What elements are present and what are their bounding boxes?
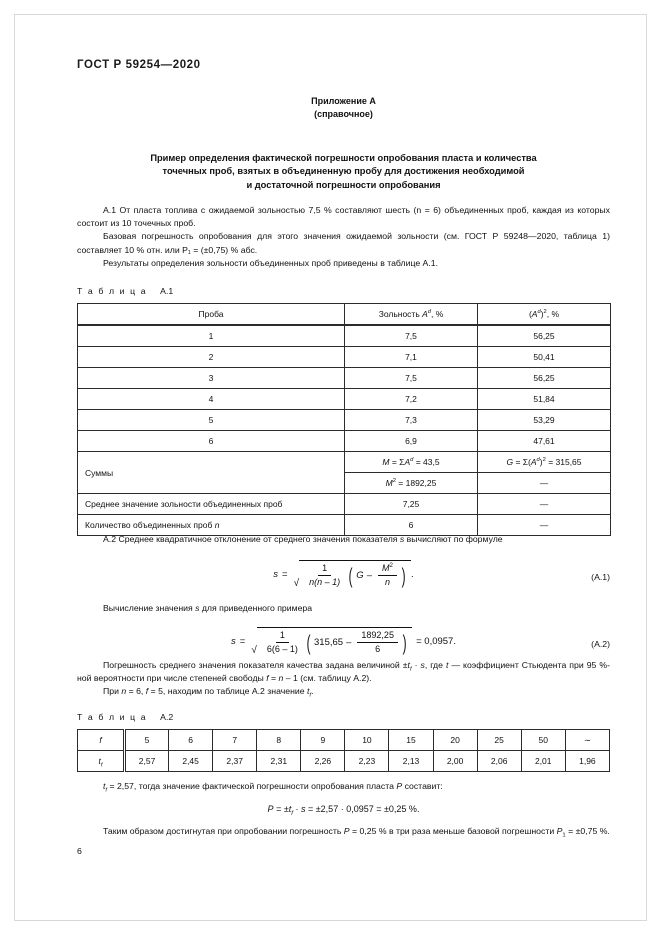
section-conclusion (77, 780, 610, 838)
cell-ash: 7,3 (345, 410, 478, 431)
table-a1-caption-prefix: Т а б л и ц а (77, 286, 148, 296)
count-label-prefix: Количество объединенных проб (85, 520, 215, 530)
paragraph-a2-intro (77, 533, 610, 546)
example-intro-prefix: Вычисление значения (103, 603, 196, 613)
formula-p-symbol: P (267, 804, 274, 815)
table-a2-row-f (78, 730, 610, 751)
g-pow: 2 (542, 457, 546, 464)
student-p2-a: При (103, 686, 122, 697)
a2-intro-suffix: вычисляют по формуле (404, 534, 503, 544)
table-a2-label-t (78, 751, 125, 772)
radical-icon: √ (251, 645, 257, 657)
table-row (78, 325, 611, 347)
cell-f-value: 25 (477, 730, 521, 751)
conclusion-P: P (396, 781, 403, 791)
formula-a1-inner-num (378, 563, 397, 576)
cell-sample: 1 (78, 325, 345, 347)
student-p1-a: Погрешность среднего значения показателя качества задана величиной ± (103, 660, 408, 670)
cell-ash: 7,2 (345, 389, 478, 410)
table-a2-caption-prefix: Т а б л и ц а (77, 712, 148, 722)
table-a1-header-row (78, 304, 611, 326)
count-label-symbol: n (214, 520, 220, 530)
cell-square: 50,41 (478, 347, 611, 368)
title-line-2: точечных проб, взятых в объединенную пробу для достижения необходимой (162, 166, 525, 177)
sq-header-suffix: , % (546, 309, 560, 319)
cell-square: 47,61 (478, 431, 611, 452)
formula-a1-M: M (381, 563, 390, 574)
cell-t-value: 2,23 (345, 751, 389, 772)
m2-value: = 1892,25 (395, 478, 437, 488)
table-a2 (77, 729, 610, 772)
appendix-heading (77, 95, 610, 121)
formula-a1-inner-den: n (384, 577, 390, 588)
cell-sample: 4 (78, 389, 345, 410)
g-close: ) (539, 457, 543, 467)
sq-header-sup: d (537, 309, 541, 316)
cell-ash: 7,1 (345, 347, 478, 368)
table-row-mean (78, 494, 611, 515)
student-p1-c: , где (424, 660, 446, 670)
formula-a1-lhs: s (273, 569, 279, 581)
paragraph-example-intro (77, 602, 610, 615)
student-p1-d: — коэффициент Стьюдента при 95 %-ной вероятности при числе степеней свободы (77, 660, 610, 684)
right-paren-icon: ) (402, 630, 407, 655)
formula-a2-inner-den: 6 (375, 644, 381, 655)
sq-header-close: ) (540, 309, 544, 319)
table-a1-caption-number: А.1 (160, 286, 174, 296)
table-a2-row-t (78, 751, 610, 772)
cell-f-value: 9 (301, 730, 345, 751)
title-line-1: Пример определения фактической погрешности опробования пласта и количества (150, 153, 537, 163)
ash-header-sup: d (427, 309, 432, 316)
formula-p-dot: · (292, 804, 301, 815)
cell-square: 56,25 (478, 325, 611, 347)
cell-f-value: 10 (345, 730, 389, 751)
conclusion-p2-b: = 0,25 % в три раза меньше базовой погрешности (349, 826, 557, 837)
table-a2-caption (77, 712, 173, 722)
example-intro-symbol: s (195, 603, 200, 613)
formula-a1-equals: = (282, 569, 288, 581)
conclusion-p2-a: Таким образом достигнутая при опробовании погрешность (103, 826, 344, 837)
formula-a1-frac-den (305, 576, 344, 588)
g-symbol: G (506, 457, 514, 467)
formula-a2-frac-den: 6(6 – 1) (266, 644, 298, 655)
appendix-label: Приложение А (311, 96, 376, 106)
student-p1-tsub: f (409, 666, 412, 673)
table-a2-label-t-sub: f (100, 762, 103, 769)
page-title (77, 152, 610, 192)
ash-header-suffix: , % (431, 309, 444, 319)
section-student-coefficient (77, 659, 610, 699)
student-p1-f: f (266, 673, 269, 684)
table-row (78, 347, 611, 368)
sq-header-open: ( (528, 309, 532, 319)
formula-a1-n-minus-1: (n – 1) (314, 577, 341, 588)
formula-a2-sqrt (251, 627, 412, 656)
student-p1-t2: t (445, 660, 449, 670)
section-a1 (77, 204, 610, 270)
table-row (78, 389, 611, 410)
cell-sample: 2 (78, 347, 345, 368)
cell-t-value: 2,57 (125, 751, 169, 772)
cell-f-value: 20 (433, 730, 477, 751)
m-a-sup: d (410, 457, 414, 464)
cell-t-value: 2,37 (213, 751, 257, 772)
conclusion-p1-a: = 2,57, тогда значение фактической погрешности опробования пласта (107, 781, 397, 791)
conclusion-t: t (103, 781, 106, 791)
formula-a2-result: = 0,0957. (416, 636, 456, 648)
paragraph-a1-3 (77, 257, 610, 270)
cell-t-value: 2,45 (169, 751, 213, 772)
table-a2-label-t-symbol: t (98, 756, 101, 766)
table-a1 (77, 303, 610, 536)
formula-a2-equals: = (239, 636, 246, 648)
right-paren-icon: ) (401, 563, 406, 588)
cell-f-value: 6 (169, 730, 213, 751)
formula-a1-frac-num: 1 (318, 563, 331, 576)
a2-intro-symbol: s (399, 534, 405, 544)
student-p2-f: f (145, 686, 149, 697)
left-paren-icon: ( (348, 563, 353, 588)
cell-t-value: 2,26 (301, 751, 345, 772)
cell-ash: 6,9 (345, 431, 478, 452)
formula-a2-lhs: s (231, 636, 236, 648)
cell-ash: 7,5 (345, 368, 478, 389)
formula-a1-M-pow: 2 (389, 562, 393, 570)
formula-a2-inner-fraction (357, 630, 398, 655)
student-p2-b: = 6, (126, 686, 146, 697)
table-a2-caption-number: А.2 (160, 712, 174, 722)
formula-p-tsub: f (291, 810, 293, 817)
example-intro-suffix: для приведенного примера (199, 603, 313, 613)
cell-ash: 7,5 (345, 325, 478, 347)
student-p1-s: s (420, 660, 425, 670)
cell-m-sum (345, 452, 478, 473)
cell-mean-label: Среднее значение зольности объединенных проб (78, 494, 345, 515)
formula-a1 (77, 560, 610, 594)
table-a1-header-sample: Проба (78, 304, 345, 326)
cell-t-value: 2,13 (389, 751, 433, 772)
cell-t-value: 2,00 (433, 751, 477, 772)
paragraph-a1-3-text: Результаты определения зольности объединенных проб приведены в таблице А.1. (103, 257, 439, 268)
cell-square: 51,84 (478, 389, 611, 410)
formula-a2-outer-fraction (263, 630, 302, 655)
formula-a2 (77, 627, 610, 661)
formula-a1-inner-fraction (378, 563, 397, 588)
m2-symbol: M (385, 478, 393, 488)
conclusion-tsub: f (105, 787, 108, 794)
student-p2-n: n (121, 686, 127, 697)
formula-p-value: = ±2,57 · 0,0957 = ±0,25 %. (305, 804, 420, 815)
table-row-sums-1 (78, 452, 611, 473)
paragraph-conclusion-2 (77, 825, 610, 838)
cell-t-value: 2,31 (257, 751, 301, 772)
cell-sample: 3 (78, 368, 345, 389)
cell-square: 56,25 (478, 368, 611, 389)
cell-sums-label: Суммы (78, 452, 345, 494)
conclusion-p2-P1: P (556, 826, 563, 837)
page-number: 6 (77, 846, 82, 856)
formula-a1-minus: – (366, 570, 372, 582)
cell-count-value: 6 (345, 515, 478, 536)
student-p1-g: – 1 (см. таблицу А.2). (283, 673, 372, 684)
cell-f-value: 5 (125, 730, 169, 751)
formula-p-result (77, 804, 610, 817)
cell-t-value: 2,01 (521, 751, 565, 772)
conclusion-p2-c: = ±0,75 %. (565, 826, 610, 837)
paragraph-a1-2 (77, 230, 610, 256)
paragraph-conclusion-1 (77, 780, 610, 793)
student-p1-b: · (411, 660, 421, 670)
cell-t-value: 2,06 (477, 751, 521, 772)
table-row (78, 410, 611, 431)
paragraph-a1-1 (77, 204, 610, 230)
conclusion-p1-b: составит: (402, 781, 443, 791)
table-a1-body (78, 325, 611, 536)
sq-header-symbol: A (531, 309, 538, 319)
table-a1-header-square (478, 304, 611, 326)
cell-mean-value: 7,25 (345, 494, 478, 515)
appendix-kind: (справочное) (314, 109, 373, 119)
left-paren-icon: ( (306, 630, 311, 655)
paragraph-a1-2-text: Базовая погрешность опробования для этого значения ожидаемой зольности (см. ГОСТ Р 59248—2020, таблица 1) составляет 10 % отн. или P₁ = (±0,75) % абс. (77, 231, 610, 255)
cell-f-value: 7 (213, 730, 257, 751)
cell-dash: — (478, 515, 611, 536)
formula-a1-number: (А.1) (591, 572, 610, 583)
formula-a2-G-value: 315,65 (314, 637, 344, 649)
ash-header-prefix: Зольность (378, 309, 423, 319)
formula-p-eq: = ± (273, 804, 289, 815)
cell-m2 (345, 473, 478, 494)
student-p2-t: t (306, 686, 310, 697)
standard-number-header: ГОСТ Р 59254—2020 (77, 59, 201, 71)
cell-dash: — (478, 473, 611, 494)
formula-a1-period: . (411, 569, 414, 581)
formula-a1-sqrt (294, 560, 411, 589)
m-mid: = Σ (389, 457, 405, 467)
m-value: = 43,5 (413, 457, 440, 467)
cell-sample: 6 (78, 431, 345, 452)
student-p1-n: n (278, 673, 284, 684)
formula-a1-n: n (309, 577, 315, 588)
section-example (77, 602, 610, 661)
student-p1-t: t (407, 660, 410, 670)
student-p2-tsub: f (309, 693, 312, 700)
formula-p-s: s (300, 804, 306, 815)
table-a1-caption (77, 286, 173, 296)
radical-icon: √ (293, 578, 300, 590)
cell-f-value: ∼ (565, 730, 609, 751)
conclusion-p2-P: P (343, 826, 350, 837)
paragraph-student-2 (77, 685, 610, 698)
formula-a1-outer-fraction (305, 563, 344, 588)
table-a1-header-ash (345, 304, 478, 326)
cell-f-value: 15 (389, 730, 433, 751)
table-row (78, 368, 611, 389)
cell-f-value: 50 (521, 730, 565, 751)
student-p1-e: = (268, 673, 279, 684)
formula-a2-number: (А.2) (591, 639, 610, 650)
student-p2-c: = 5, находим по таблице А.2 значение (148, 686, 307, 697)
cell-dash: — (478, 494, 611, 515)
sq-header-pow: 2 (543, 309, 547, 316)
table-row (78, 431, 611, 452)
paragraph-student-1 (77, 659, 610, 685)
formula-a2-inner-num: 1892,25 (357, 630, 398, 643)
g-mid: = Σ( (513, 457, 531, 467)
formula-a2-frac-num: 1 (276, 630, 289, 643)
cell-g-sum (478, 452, 611, 473)
m2-pow: 2 (392, 478, 396, 485)
formula-a1-G: G (356, 570, 364, 582)
formula-p-t: t (288, 804, 292, 815)
g-a-sup: d (536, 457, 540, 464)
m-symbol: M (382, 457, 390, 467)
cell-sample: 5 (78, 410, 345, 431)
g-value: = 315,65 (545, 457, 582, 467)
a2-intro-prefix: А.2 Среднее квадратичное отклонение от среднего значения показателя (103, 534, 400, 544)
ash-header-symbol: A (422, 309, 428, 319)
g-a-symbol: A (530, 457, 537, 467)
cell-f-value: 8 (257, 730, 301, 751)
table-a2-label-f: f (78, 730, 125, 751)
conclusion-p2-P1sub: 1 (562, 832, 566, 839)
cell-t-value: 1,96 (565, 751, 609, 772)
m-a-symbol: A (404, 457, 411, 467)
formula-a2-minus: – (346, 637, 352, 649)
student-p2-d: . (311, 686, 314, 697)
section-a2 (77, 533, 610, 594)
paragraph-a1-1-text: А.1 От пласта топлива с ожидаемой зольностью 7,5 % составляют шесть (n = 6) объединенных проб, каждая из которых состоит из 10 точечных проб. (77, 205, 610, 229)
cell-square: 53,29 (478, 410, 611, 431)
title-line-3: и достаточной погрешности опробования (246, 179, 441, 190)
